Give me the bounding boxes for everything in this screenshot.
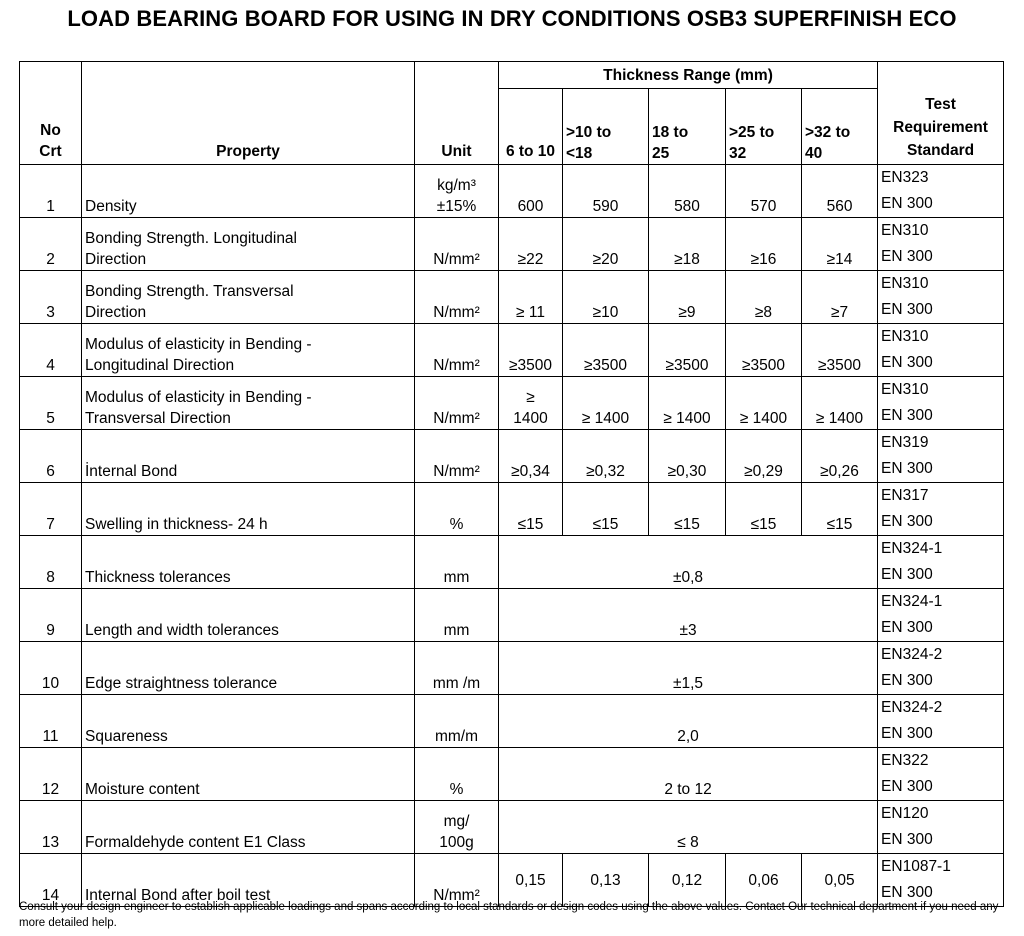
value-cell: ≥3500 (726, 324, 802, 377)
standard-code: EN 300 (881, 407, 933, 424)
header-thickness-range: Thickness Range (mm) (499, 62, 878, 89)
row-number: 10 (20, 642, 82, 695)
value-cell: ≥3500 (649, 324, 726, 377)
value-cell: ≥0,34 (499, 430, 563, 483)
unit-cell: mm /m (415, 642, 499, 695)
row-number: 5 (20, 377, 82, 430)
standard-code: EN310 (881, 328, 929, 345)
value-cell: 600 (499, 165, 563, 218)
value-cell: ≥0,26 (802, 430, 878, 483)
test-standard-cell (878, 377, 1004, 430)
document-title: LOAD BEARING BOARD FOR USING IN DRY CONDITIONS OSB3 SUPERFINISH ECO (67, 6, 957, 31)
value-cell: 0,15 (499, 854, 563, 907)
value-cell: ≤15 (499, 483, 563, 536)
value-cell-merged: ±3 (499, 589, 878, 642)
row-number: 7 (20, 483, 82, 536)
value-cell: ≥0,30 (649, 430, 726, 483)
standard-code: EN323 (881, 169, 929, 186)
unit-cell: mg/ 100g (415, 801, 499, 854)
value-cell-merged: ≤ 8 (499, 801, 878, 854)
value-cell: ≤15 (726, 483, 802, 536)
header-unit: Unit (415, 62, 499, 165)
value-cell: ≥ 1400 (499, 377, 563, 430)
row-number: 3 (20, 271, 82, 324)
value-cell: ≥10 (563, 271, 649, 324)
unit-cell: N/mm² (415, 854, 499, 907)
value-cell: ≥16 (726, 218, 802, 271)
test-standard-cell (878, 642, 1004, 695)
value-cell: ≥18 (649, 218, 726, 271)
standard-code: EN1087-1 (881, 858, 951, 875)
value-cell: ≥0,32 (563, 430, 649, 483)
value-cell: ≥14 (802, 218, 878, 271)
standard-code: EN 300 (881, 725, 933, 742)
unit-cell: mm/m (415, 695, 499, 748)
standard-code: EN324-2 (881, 699, 943, 716)
test-standard-cell (878, 218, 1004, 271)
row-number: 11 (20, 695, 82, 748)
value-cell: 570 (726, 165, 802, 218)
value-cell: ≥ 1400 (802, 377, 878, 430)
unit-cell: N/mm² (415, 377, 499, 430)
table-row (20, 642, 1004, 695)
value-cell: ≥3500 (499, 324, 563, 377)
value-cell: 0,13 (563, 854, 649, 907)
property-name: Density (82, 165, 415, 218)
value-cell: ≥ 1400 (649, 377, 726, 430)
standard-code: EN 300 (881, 248, 933, 265)
header-range-2: >10 to <18 (563, 89, 649, 165)
value-cell: ≥9 (649, 271, 726, 324)
value-cell: 560 (802, 165, 878, 218)
value-cell: ≥7 (802, 271, 878, 324)
row-number: 9 (20, 589, 82, 642)
specification-table (19, 61, 1004, 907)
property-name: Bonding Strength. Transversal Direction (82, 271, 415, 324)
property-name: Edge straightness tolerance (82, 642, 415, 695)
standard-code: EN310 (881, 275, 929, 292)
standard-code: EN 300 (881, 354, 933, 371)
row-number: 2 (20, 218, 82, 271)
test-standard-cell (878, 271, 1004, 324)
row-number: 8 (20, 536, 82, 589)
standard-code: EN 300 (881, 884, 933, 901)
standard-code: EN120 (881, 805, 929, 822)
property-name: Modulus of elasticity in Bending - Transversal Direction (82, 377, 415, 430)
value-cell: 590 (563, 165, 649, 218)
unit-cell: N/mm² (415, 430, 499, 483)
unit-cell: N/mm² (415, 218, 499, 271)
table-row (20, 589, 1004, 642)
property-name: Thickness tolerances (82, 536, 415, 589)
property-name: İnternal Bond (82, 430, 415, 483)
property-name: Formaldehyde content E1 Class (82, 801, 415, 854)
table-row (20, 324, 1004, 377)
footnote: Consult your design engineer to establish applicable loadings and spans according to local standards or design codes using the above values. Contact Our technical department if you need any more detailed help. (19, 901, 999, 929)
value-cell: ≤15 (649, 483, 726, 536)
value-cell: ≥22 (499, 218, 563, 271)
value-cell: ≤15 (563, 483, 649, 536)
value-cell: 0,12 (649, 854, 726, 907)
table-row (20, 377, 1004, 430)
value-cell: ≥ 1400 (726, 377, 802, 430)
standard-code: EN 300 (881, 566, 933, 583)
standard-code: EN 300 (881, 778, 933, 795)
standard-code: EN324-1 (881, 593, 943, 610)
table-row (20, 748, 1004, 801)
property-name: Internal Bond after boil test (82, 854, 415, 907)
table-row (20, 271, 1004, 324)
standard-code: EN 300 (881, 672, 933, 689)
test-standard-cell (878, 536, 1004, 589)
value-cell-merged: 2,0 (499, 695, 878, 748)
standard-code: EN 300 (881, 831, 933, 848)
test-standard-cell (878, 483, 1004, 536)
test-standard-cell (878, 748, 1004, 801)
unit-cell: mm (415, 589, 499, 642)
standard-code: EN 300 (881, 301, 933, 318)
value-cell: 580 (649, 165, 726, 218)
value-cell: 0,06 (726, 854, 802, 907)
standard-code: EN322 (881, 752, 929, 769)
value-cell: ≥20 (563, 218, 649, 271)
row-number: 6 (20, 430, 82, 483)
unit-cell: mm (415, 536, 499, 589)
header-range-3: 18 to 25 (649, 89, 726, 165)
value-cell-merged: ±0,8 (499, 536, 878, 589)
test-standard-cell (878, 430, 1004, 483)
header-no: No Crt (20, 62, 82, 165)
row-number: 1 (20, 165, 82, 218)
table-row (20, 165, 1004, 218)
value-cell-merged: 2 to 12 (499, 748, 878, 801)
value-cell-merged: ±1,5 (499, 642, 878, 695)
value-cell: ≥8 (726, 271, 802, 324)
standard-code: EN 300 (881, 460, 933, 477)
header-test-standard: Test Requirement Standard (878, 62, 1004, 165)
standard-code: EN310 (881, 381, 929, 398)
table-row (20, 430, 1004, 483)
header-property: Property (82, 62, 415, 165)
unit-cell: kg/m³ ±15% (415, 165, 499, 218)
value-cell: ≥ 11 (499, 271, 563, 324)
value-cell: ≥3500 (802, 324, 878, 377)
header-range-4: >25 to 32 (726, 89, 802, 165)
property-name: Modulus of elasticity in Bending - Longitudinal Direction (82, 324, 415, 377)
header-range-1: 6 to 10 (499, 89, 563, 165)
standard-code: EN 300 (881, 619, 933, 636)
property-name: Squareness (82, 695, 415, 748)
table-row (20, 695, 1004, 748)
unit-cell: N/mm² (415, 271, 499, 324)
unit-cell: N/mm² (415, 324, 499, 377)
header-range-5: >32 to 40 (802, 89, 878, 165)
property-name: Length and width tolerances (82, 589, 415, 642)
test-standard-cell (878, 695, 1004, 748)
table-row (20, 483, 1004, 536)
row-number: 4 (20, 324, 82, 377)
table-row (20, 536, 1004, 589)
property-name: Bonding Strength. Longitudinal Direction (82, 218, 415, 271)
property-name: Moisture content (82, 748, 415, 801)
table-row (20, 801, 1004, 854)
row-number: 13 (20, 801, 82, 854)
test-standard-cell (878, 165, 1004, 218)
value-cell: ≥ 1400 (563, 377, 649, 430)
row-number: 12 (20, 748, 82, 801)
table-row (20, 218, 1004, 271)
value-cell: ≥3500 (563, 324, 649, 377)
standard-code: EN310 (881, 222, 929, 239)
row-number: 14 (20, 854, 82, 907)
test-standard-cell (878, 801, 1004, 854)
property-name: Swelling in thickness- 24 h (82, 483, 415, 536)
value-cell: 0,05 (802, 854, 878, 907)
value-cell: ≤15 (802, 483, 878, 536)
standard-code: EN 300 (881, 513, 933, 530)
standard-code: EN324-2 (881, 646, 943, 663)
test-standard-cell (878, 324, 1004, 377)
standard-code: EN317 (881, 487, 929, 504)
standard-code: EN324-1 (881, 540, 943, 557)
value-cell: ≥0,29 (726, 430, 802, 483)
unit-cell: % (415, 748, 499, 801)
standard-code: EN 300 (881, 195, 933, 212)
standard-code: EN319 (881, 434, 929, 451)
unit-cell: % (415, 483, 499, 536)
test-standard-cell (878, 589, 1004, 642)
